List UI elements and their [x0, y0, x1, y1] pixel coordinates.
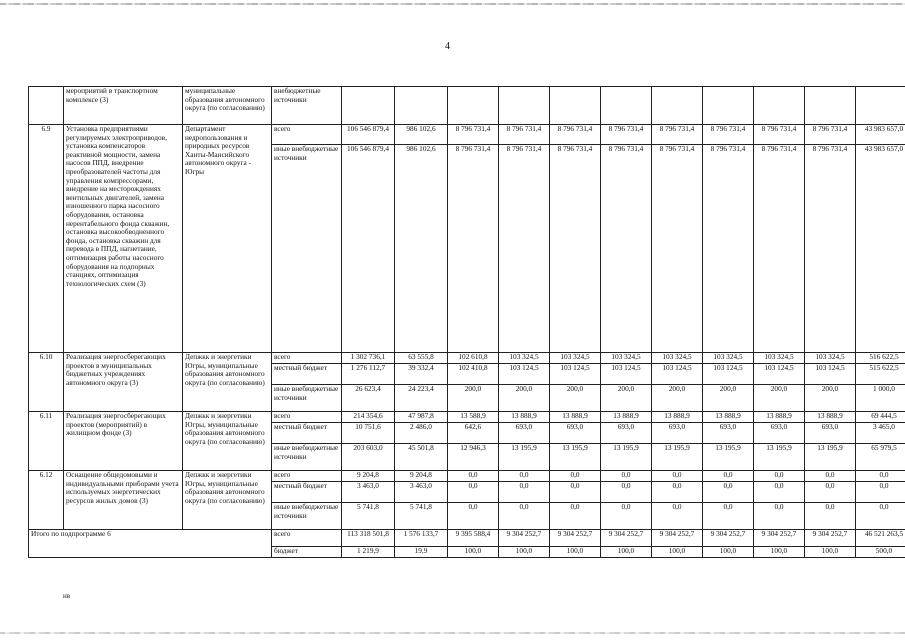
value-cell: 103 124,5 — [652, 364, 703, 385]
budget-table — [28, 86, 905, 558]
value-cell: 47 987,8 — [395, 412, 448, 423]
value-cell: 0,0 — [754, 503, 805, 530]
value-cell: 1 000,0 — [856, 385, 905, 412]
value-cell: 13 195,9 — [805, 444, 856, 471]
event-name: мероприятий в транспортном комплексе (3) — [64, 87, 183, 125]
value-cell — [856, 87, 905, 125]
value-cell: 8 796 731,4 — [754, 145, 805, 353]
funding-source: всего — [272, 471, 342, 482]
value-cell: 642,6 — [448, 423, 499, 444]
value-cell: 516 622,5 — [856, 353, 905, 364]
value-cell: 9 204,8 — [395, 471, 448, 482]
value-cell: 103 124,5 — [754, 364, 805, 385]
executor: Депжкк и энергетики Югры, муниципальные образования автономного округа (по согласованию) — [183, 353, 272, 412]
value-cell: 200,0 — [703, 385, 754, 412]
value-cell: 13 195,9 — [703, 444, 754, 471]
executor: Департамент недропользования и природных ресурсов Ханты-Мансийского автономного округа - Югры — [183, 125, 272, 353]
value-cell: 1 219,9 — [342, 547, 395, 558]
value-cell: 0,0 — [754, 471, 805, 482]
table-row — [29, 471, 905, 482]
funding-source: иные внебюджетные источники — [272, 444, 342, 471]
value-cell: 986 102,6 — [395, 145, 448, 353]
value-cell: 8 796 731,4 — [754, 125, 805, 145]
funding-source: всего — [272, 530, 342, 547]
funding-source: местный бюджет — [272, 423, 342, 444]
event-name: Оснащение общедомовыми и индивидуальными приборами учета используемых энергетических ресурсов жилых домов (3) — [64, 471, 183, 530]
table-row — [29, 353, 905, 364]
value-cell: 0,0 — [652, 471, 703, 482]
event-name: Установка предприятиями регулируемых электроприводов, установка компенсаторов реактивной мощности, замена насосов ППД, внедрение преобразователей частоты для управления компрессорами, внедрение на месторождениях вентильных двигателей, замена изношенного парка насосного оборудования, остановка нерентабельного фонда скважин, остановка высокообводненного фонда, остановка скважин для перевода в ППД, нагнетание, оптимизация работы насосного оборудования на подпорных станциях, оптимизация технологических схем (3) — [64, 125, 183, 353]
value-cell: 0,0 — [499, 503, 550, 530]
value-cell: 0,0 — [448, 482, 499, 503]
value-cell: 103 324,5 — [550, 353, 601, 364]
value-cell: 9 304 252,7 — [703, 530, 754, 547]
value-cell: 12 946,3 — [448, 444, 499, 471]
value-cell: 0,0 — [448, 503, 499, 530]
value-cell: 5 741,8 — [342, 503, 395, 530]
value-cell: 103 324,5 — [601, 353, 652, 364]
value-cell — [805, 87, 856, 125]
value-cell: 13 888,9 — [805, 412, 856, 423]
value-cell: 200,0 — [499, 385, 550, 412]
value-cell — [342, 87, 395, 125]
value-cell: 693,0 — [499, 423, 550, 444]
value-cell: 65 979,5 — [856, 444, 905, 471]
value-cell: 13 195,9 — [754, 444, 805, 471]
value-cell: 8 796 731,4 — [805, 145, 856, 353]
value-cell: 100,0 — [499, 547, 550, 558]
value-cell — [652, 87, 703, 125]
value-cell: 46 521 263,5 — [856, 530, 905, 547]
value-cell: 203 603,0 — [342, 444, 395, 471]
total-label: Итого по подпрограмме 6 — [29, 530, 272, 558]
value-cell: 9 304 252,7 — [550, 530, 601, 547]
value-cell: 500,0 — [856, 547, 905, 558]
value-cell: 200,0 — [754, 385, 805, 412]
value-cell: 9 304 252,7 — [754, 530, 805, 547]
value-cell: 0,0 — [601, 471, 652, 482]
value-cell: 43 983 657,0 — [856, 145, 905, 353]
value-cell: 13 888,9 — [703, 412, 754, 423]
value-cell: 8 796 731,4 — [652, 145, 703, 353]
value-cell: 100,0 — [601, 547, 652, 558]
value-cell: 113 318 501,8 — [342, 530, 395, 547]
value-cell: 13 888,9 — [652, 412, 703, 423]
value-cell — [550, 87, 601, 125]
value-cell: 8 796 731,4 — [703, 145, 754, 353]
value-cell: 0,0 — [550, 503, 601, 530]
value-cell: 103 124,5 — [805, 364, 856, 385]
value-cell: 0,0 — [601, 482, 652, 503]
value-cell: 8 796 731,4 — [499, 145, 550, 353]
value-cell: 13 588,9 — [448, 412, 499, 423]
value-cell: 13 888,9 — [550, 412, 601, 423]
table-row — [29, 125, 905, 145]
scan-artifact-top — [0, 3, 905, 5]
funding-source: всего — [272, 353, 342, 364]
value-cell: 103 124,5 — [499, 364, 550, 385]
value-cell: 100,0 — [703, 547, 754, 558]
value-cell: 100,0 — [448, 547, 499, 558]
value-cell: 0,0 — [652, 482, 703, 503]
funding-source: местный бюджет — [272, 482, 342, 503]
value-cell: 8 796 731,4 — [805, 125, 856, 145]
value-cell: 200,0 — [601, 385, 652, 412]
total-row — [29, 530, 905, 547]
value-cell: 0,0 — [856, 471, 905, 482]
event-name: Реализация энергосберегающих проектов в муниципальных бюджетных учреждениях автономного округа (3) — [64, 353, 183, 412]
value-cell: 9 204,8 — [342, 471, 395, 482]
scan-artifact-bottom — [0, 632, 905, 634]
value-cell: 13 195,9 — [652, 444, 703, 471]
value-cell: 103 324,5 — [805, 353, 856, 364]
value-cell: 8 796 731,4 — [499, 125, 550, 145]
value-cell: 5 741,8 — [395, 503, 448, 530]
value-cell: 0,0 — [550, 471, 601, 482]
row-number: 6.9 — [29, 125, 64, 353]
value-cell — [754, 87, 805, 125]
value-cell: 13 888,9 — [754, 412, 805, 423]
value-cell: 13 195,9 — [601, 444, 652, 471]
value-cell: 19,9 — [395, 547, 448, 558]
value-cell: 8 796 731,4 — [703, 125, 754, 145]
funding-source: бюджет — [272, 547, 342, 558]
value-cell: 8 796 731,4 — [550, 125, 601, 145]
value-cell: 45 501,8 — [395, 444, 448, 471]
value-cell: 693,0 — [601, 423, 652, 444]
funding-source: иные внебюджетные источники — [272, 503, 342, 530]
value-cell: 200,0 — [448, 385, 499, 412]
value-cell: 103 124,5 — [601, 364, 652, 385]
value-cell: 106 546 879,4 — [342, 145, 395, 353]
value-cell: 1 576 133,7 — [395, 530, 448, 547]
value-cell: 693,0 — [805, 423, 856, 444]
value-cell: 103 324,5 — [703, 353, 754, 364]
value-cell: 103 324,5 — [499, 353, 550, 364]
value-cell: 214 354,6 — [342, 412, 395, 423]
value-cell: 63 555,8 — [395, 353, 448, 364]
value-cell — [499, 87, 550, 125]
value-cell: 0,0 — [652, 503, 703, 530]
page-number: 4 — [445, 41, 450, 52]
value-cell: 103 324,5 — [652, 353, 703, 364]
row-number — [29, 87, 64, 125]
funding-source: местный бюджет — [272, 364, 342, 385]
value-cell: 0,0 — [550, 482, 601, 503]
value-cell: 43 983 657,0 — [856, 125, 905, 145]
footer-code: нв — [63, 592, 71, 600]
value-cell — [703, 87, 754, 125]
value-cell: 0,0 — [601, 503, 652, 530]
value-cell: 9 304 252,7 — [652, 530, 703, 547]
value-cell: 693,0 — [754, 423, 805, 444]
funding-source: иные внебюджетные источники — [272, 385, 342, 412]
value-cell: 8 796 731,4 — [652, 125, 703, 145]
row-number: 6.10 — [29, 353, 64, 412]
value-cell: 13 888,9 — [601, 412, 652, 423]
value-cell: 1 302 736,1 — [342, 353, 395, 364]
value-cell: 100,0 — [652, 547, 703, 558]
value-cell: 103 324,5 — [754, 353, 805, 364]
value-cell: 200,0 — [652, 385, 703, 412]
value-cell: 1 276 112,7 — [342, 364, 395, 385]
value-cell: 13 888,9 — [499, 412, 550, 423]
value-cell: 0,0 — [856, 503, 905, 530]
value-cell: 2 486,0 — [395, 423, 448, 444]
value-cell: 9 304 252,7 — [499, 530, 550, 547]
value-cell: 8 796 731,4 — [601, 145, 652, 353]
value-cell: 100,0 — [754, 547, 805, 558]
value-cell: 102 610,8 — [448, 353, 499, 364]
value-cell: 515 622,5 — [856, 364, 905, 385]
value-cell: 10 751,6 — [342, 423, 395, 444]
value-cell: 3 463,0 — [342, 482, 395, 503]
value-cell — [601, 87, 652, 125]
executor: Депжкк и энергетики Югры, муниципальные образования автономного округа (по согласованию) — [183, 471, 272, 530]
funding-source: иные внебюджетные источники — [272, 145, 342, 353]
executor: муниципальные образования автономного округа (по согласованию) — [183, 87, 272, 125]
value-cell: 693,0 — [703, 423, 754, 444]
value-cell: 9 304 252,7 — [805, 530, 856, 547]
value-cell: 0,0 — [754, 482, 805, 503]
value-cell: 39 332,4 — [395, 364, 448, 385]
value-cell: 9 304 252,7 — [601, 530, 652, 547]
value-cell: 100,0 — [550, 547, 601, 558]
value-cell: 3 465,0 — [856, 423, 905, 444]
value-cell: 0,0 — [499, 482, 550, 503]
value-cell: 200,0 — [805, 385, 856, 412]
row-number: 6.12 — [29, 471, 64, 530]
value-cell: 0,0 — [703, 482, 754, 503]
value-cell: 0,0 — [499, 471, 550, 482]
value-cell: 26 623,4 — [342, 385, 395, 412]
table-row — [29, 412, 905, 423]
value-cell: 100,0 — [805, 547, 856, 558]
value-cell: 693,0 — [652, 423, 703, 444]
value-cell: 103 124,5 — [703, 364, 754, 385]
value-cell: 693,0 — [550, 423, 601, 444]
value-cell: 8 796 731,4 — [550, 145, 601, 353]
value-cell: 0,0 — [805, 471, 856, 482]
value-cell: 102 410,8 — [448, 364, 499, 385]
value-cell: 69 444,5 — [856, 412, 905, 423]
value-cell: 24 223,4 — [395, 385, 448, 412]
table-row — [29, 87, 905, 125]
value-cell: 0,0 — [448, 471, 499, 482]
value-cell: 103 124,5 — [550, 364, 601, 385]
row-number: 6.11 — [29, 412, 64, 471]
value-cell: 8 796 731,4 — [601, 125, 652, 145]
funding-source: всего — [272, 125, 342, 145]
funding-source: всего — [272, 412, 342, 423]
value-cell: 8 796 731,4 — [448, 125, 499, 145]
value-cell: 0,0 — [856, 482, 905, 503]
executor: Депжкк и энергетики Югры, муниципальные образования автономного округа (по согласованию) — [183, 412, 272, 471]
value-cell: 9 395 588,4 — [448, 530, 499, 547]
value-cell: 0,0 — [805, 482, 856, 503]
event-name: Реализация энергосберегающих проектов (мероприятий) в жилищном фонде (3) — [64, 412, 183, 471]
value-cell: 200,0 — [550, 385, 601, 412]
value-cell: 106 546 879,4 — [342, 125, 395, 145]
value-cell: 13 195,9 — [499, 444, 550, 471]
value-cell: 13 195,9 — [550, 444, 601, 471]
value-cell — [395, 87, 448, 125]
value-cell — [448, 87, 499, 125]
value-cell: 986 102,6 — [395, 125, 448, 145]
value-cell: 0,0 — [805, 503, 856, 530]
funding-source: внебюджетные источники — [272, 87, 342, 125]
value-cell: 0,0 — [703, 471, 754, 482]
value-cell: 0,0 — [703, 503, 754, 530]
value-cell: 3 463,0 — [395, 482, 448, 503]
value-cell: 8 796 731,4 — [448, 145, 499, 353]
